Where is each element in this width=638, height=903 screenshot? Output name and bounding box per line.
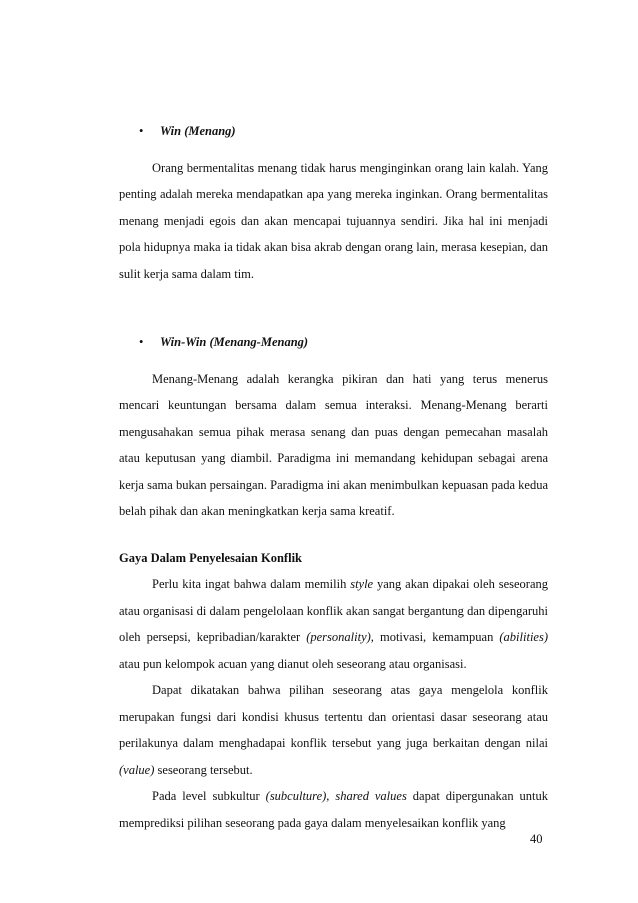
paragraph-subculture <box>119 783 548 836</box>
italic-term: shared values <box>335 789 407 803</box>
text-run: yang akan dipakai oleh seseorang atau organisasi di dalam pengelolaan konflik akan sangat bergantung dan dipengaruhi oleh persepsi, kepribadian/karakter <box>119 577 548 644</box>
italic-term: (abilities) <box>499 630 548 644</box>
text-run: Perlu kita ingat bahwa dalam memilih <box>152 577 351 591</box>
paragraph-conflict-function <box>119 677 548 783</box>
paragraph-win-win: Menang-Menang adalah kerangka pikiran dan hati yang terus menerus mencari keuntungan bersama dalam semua interaksi. Menang-Menang berarti mengusahakan semua pihak merasa senang dan puas dengan pemecahan masalah atau keputusan yang diambil. Paradigma ini memandang kehidupan sebagai arena kerja sama bukan persaingan. Paradigma ini akan menimbulkan kepuasan pada kedua belah pihak dan akan meningkatkan kerja sama kreatif. <box>119 371 548 518</box>
bullet-icon: • <box>139 124 144 138</box>
text-run: dapat dipergunakan untuk memprediksi pilihan seseorang pada gaya dalam menyelesaikan konflik yang <box>119 789 549 830</box>
section-heading: Gaya Dalam Penyelesaian Konflik <box>119 550 302 565</box>
text-run: seseorang tersebut. <box>154 762 253 777</box>
italic-term: style <box>350 577 374 591</box>
bullet-title: Win (Menang) <box>160 124 236 138</box>
italic-term: (subculture) <box>265 789 327 803</box>
paragraph-win: Orang bermentalitas menang tidak harus menginginkan orang lain kalah. Yang penting adalah mereka mendapatkan apa yang mereka inginkan. Orang bermentalitas menang menjadi egois dan akan mencapai tujuannya sendiri. Jika hal ini menjadi pola hidupnya maka ia tidak akan bisa akrab dengan orang lain, merasa kesepian, dan sulit kerja sama dalam tim. <box>119 160 548 281</box>
text-run: atau pun kelompok acuan yang dianut oleh seseorang atau organisasi. <box>119 656 467 671</box>
bullet-icon: • <box>139 335 144 349</box>
text-run: , motivasi, kemampuan <box>370 630 500 644</box>
page-number: 40 <box>530 832 543 846</box>
text-run: Dapat dikatakan bahwa pilihan seseorang atas gaya mengelola konflik merupakan fungsi dari kondisi khusus tertentu dan orientasi dasar seseorang atau perilakunya dalam menghadapai konflik tersebut yang juga berkaitan dengan nilai <box>119 683 548 750</box>
paragraph-style-choice <box>119 571 548 677</box>
page-content <box>119 118 548 836</box>
text-run: Pada level subkultur <box>152 789 266 803</box>
bullet-heading-win <box>119 118 548 145</box>
bullet-heading-win-win <box>119 329 548 356</box>
italic-term: (personality) <box>306 630 371 644</box>
italic-term: (value) <box>119 762 155 777</box>
text-run: , <box>326 789 336 803</box>
bullet-title: Win-Win (Menang-Menang) <box>160 335 309 349</box>
